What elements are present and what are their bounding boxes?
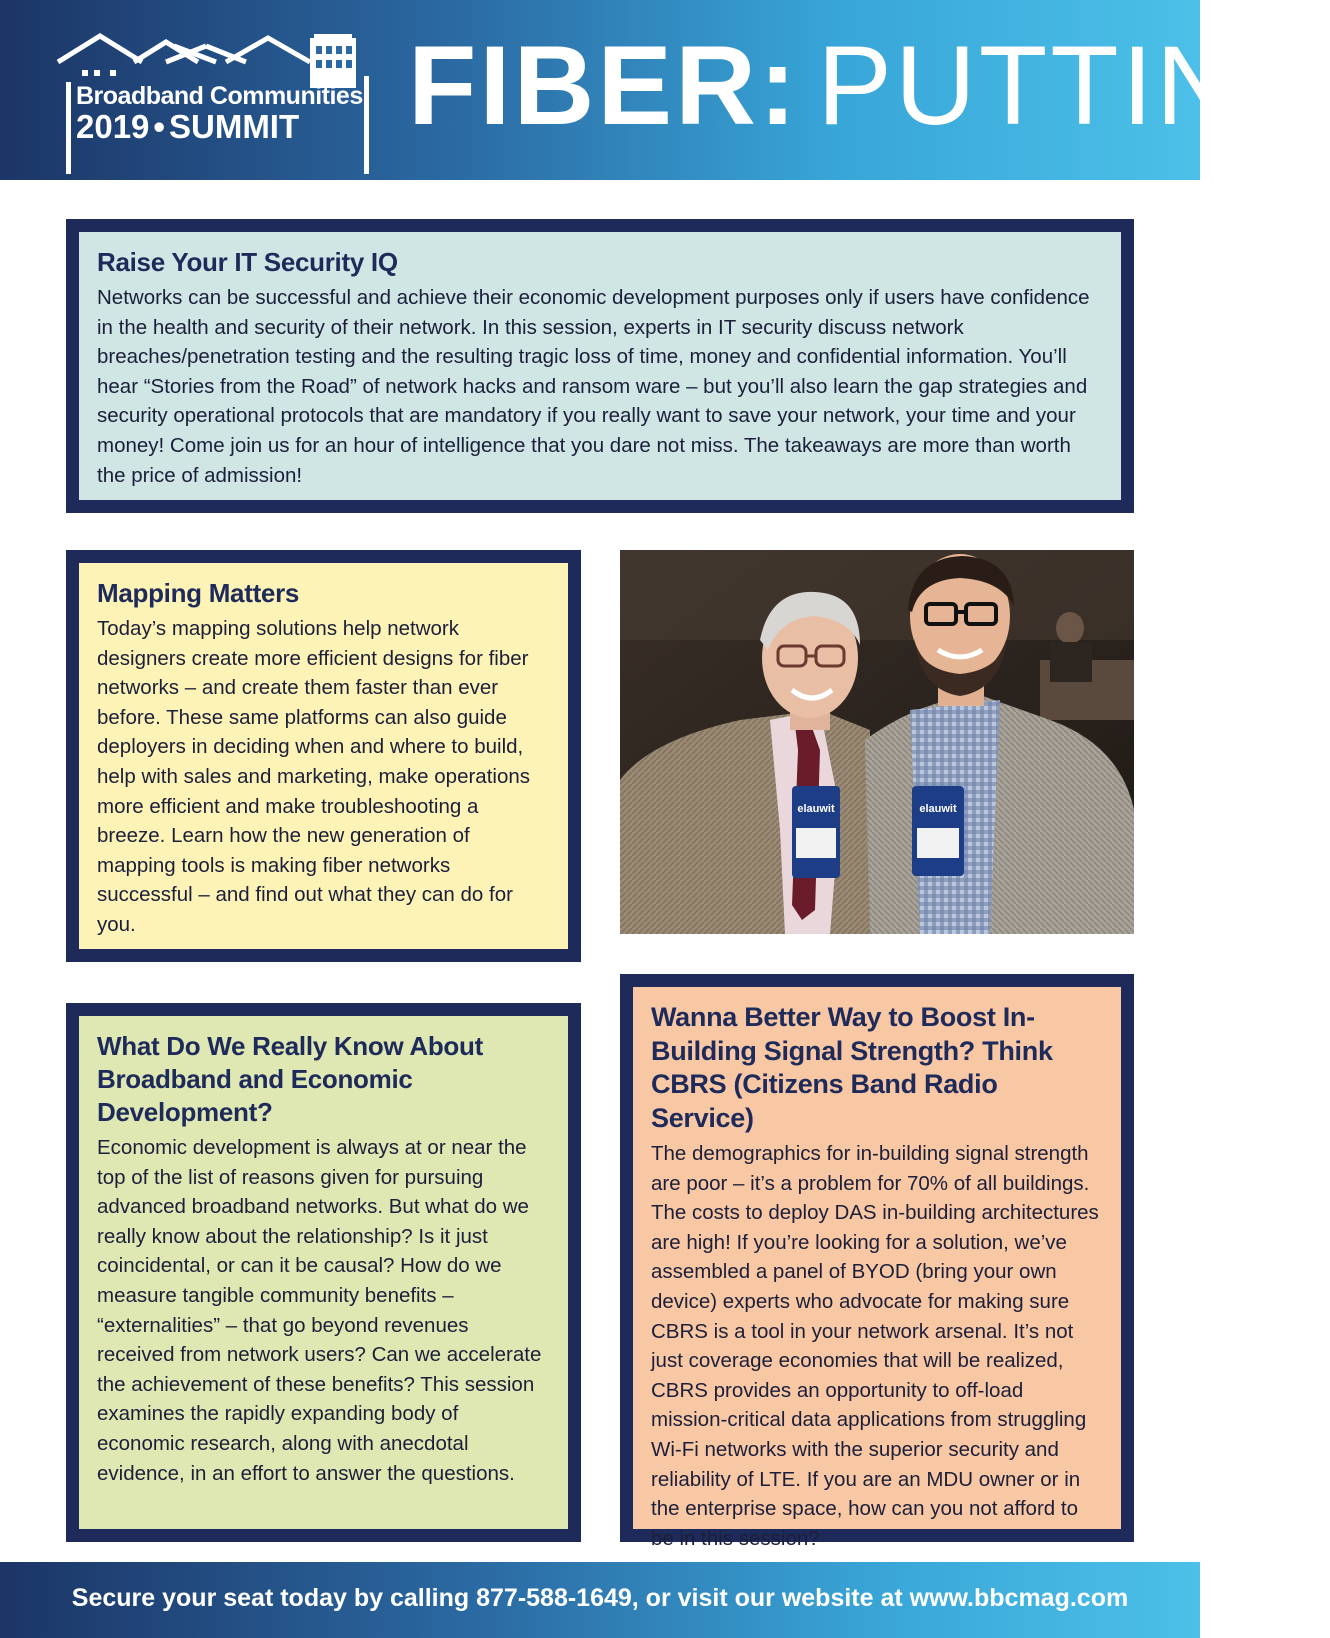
logo-summit: SUMMIT: [168, 108, 300, 145]
attendees-photo: [620, 550, 1134, 934]
page-header: [0, 0, 1330, 180]
badge-right: [912, 786, 964, 876]
logo-rule-left: [66, 82, 71, 174]
logo-rule-right: [364, 76, 369, 174]
mapping-session-title: Mapping Matters: [97, 578, 300, 608]
security-session-title: Raise Your IT Security IQ: [97, 247, 398, 277]
cbrs-session-box: [620, 974, 1134, 1550]
footer-cta: Secure your seat today by calling 877-588-1649, or visit our website at www.bbcmag.com: [71, 1584, 1129, 1612]
headline-bold: FIBER:: [408, 23, 800, 148]
logo-name: Broadband Communities: [76, 82, 363, 110]
econ-session-box: [66, 1003, 581, 1542]
page-footer: [0, 1562, 1200, 1638]
econ-session-title: What Do We Really Know About Broadband and Economic Development?: [97, 1031, 483, 1127]
security-session-box: [66, 219, 1134, 513]
cbrs-session-body: The demographics for in-building signal strength are poor – it’s a problem for 70% of all buildings. The costs to deploy DAS in-building architectures are high! If you’re looking for a solution, we’ve assembled a panel of BYOD (bring your own device) experts who advocate for making sure CBRS is a tool in your network arsenal. It’s not just coverage economies that will be realized, CBRS provides an opportunity to off-load mission-critical data applications from struggling Wi-Fi networks with the superior security and reliability of LTE. If you are an MDU owner or in the enterprise space, how can you not afford to be in this session?: [651, 1142, 1099, 1550]
mapping-session-box: [66, 550, 581, 962]
econ-session-body: Economic development is always at or near the top of the list of reasons given for pursuing advanced broadband networks. But what do we really know about the relationship? Is it just coincidental, or can it be causal? How do we measure tangible community benefits – “externalities” – that go beyond revenues received from network users? Can we accelerate the achievement of these benefits? This session examines the rapidly expanding body of economic research, along with anecdotal evidence, in an effort to answer the questions.: [97, 1136, 542, 1485]
badge-right-brand: elauwit: [919, 803, 957, 815]
logo-dot: •: [153, 108, 165, 145]
security-session-body: Networks can be successful and achieve their economic development purposes only if users have confidence in the health and security of their network. In this session, experts in IT security discuss network breaches/penetration testing and the resulting tragic loss of time, money and confidential information. You’ll hear “Stories from the Road” of network hacks and ransom ware – but you’ll also learn the gap strategies and security operational protocols that are mandatory if you really want to save your network, your time and your money! Come join us for an hour of intelligence that you dare not miss. The takeaways are more than worth the price of admission!: [97, 286, 1090, 487]
summit-logo: [56, 32, 374, 150]
badge-left: [792, 786, 840, 878]
two-men-photo-illustration: [620, 550, 1134, 934]
badge-left-brand: elauwit: [797, 803, 835, 815]
logo-year: 2019: [76, 108, 150, 145]
logo-year-summit: [76, 108, 299, 146]
headline-light: PUTTING: [817, 23, 1330, 148]
cbrs-session-title: Wanna Better Way to Boost In-Building Signal Strength? Think CBRS (Citizens Band Radio Service): [651, 1002, 1053, 1133]
mapping-session-body: Today’s mapping solutions help network designers create more efficient designs for fiber networks – and create them faster than ever before. These same platforms can also guide deployers in deciding when and where to build, help with sales and marketing, make operations more efficient and make troubleshooting a breeze. Learn how the new generation of mapping tools is making fiber networks successful – and find out what they can do for you.: [97, 617, 531, 936]
page-headline: [408, 23, 1330, 148]
